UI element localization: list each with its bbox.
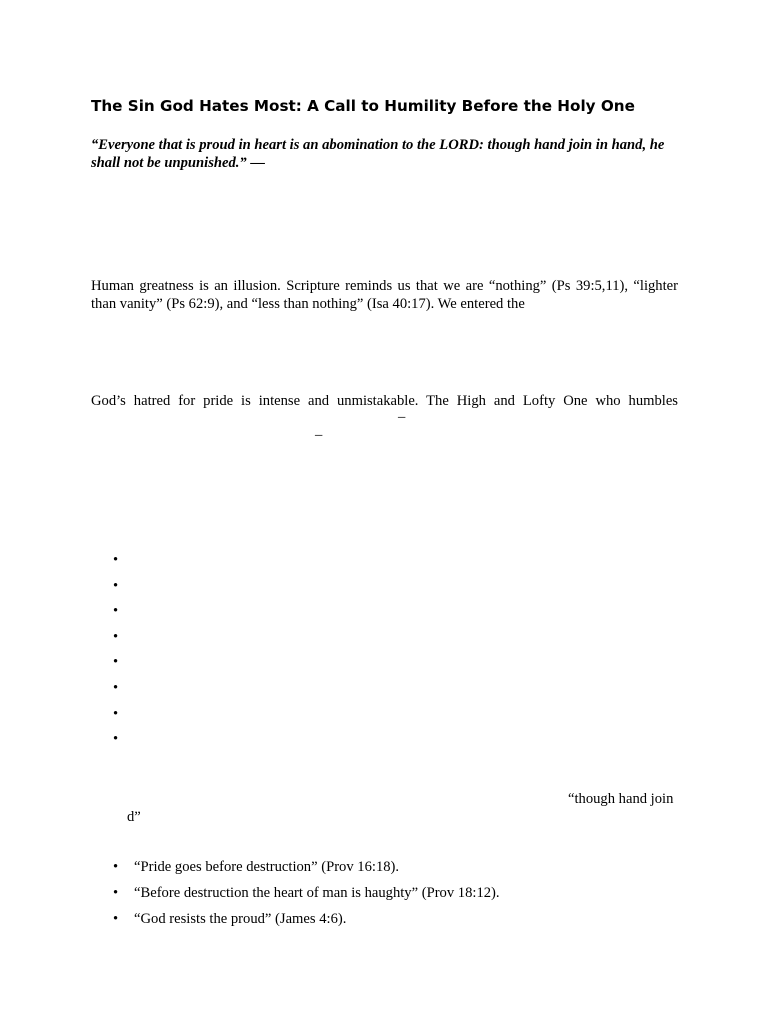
list-item-bullet: • (113, 578, 119, 594)
verse-text: “Before destruction the heart of man is haughty” (Prov 18:12). (134, 885, 500, 901)
list-item (113, 858, 399, 876)
verse-text: “Pride goes before destruction” (Prov 16:18). (134, 859, 400, 875)
list-item (113, 884, 500, 902)
paragraph-human-greatness: Human greatness is an illusion. Scripture reminds us that we are “nothing” (Ps 39:5,11), “lighter than vanity” (Ps 62:9), and “less than nothing” (Isa 40:17). We entered the (91, 278, 678, 312)
dash-mark: – (315, 427, 323, 443)
list-item-bullet: • (113, 731, 119, 747)
text-fragment: d” (127, 809, 141, 825)
list-item-bullet: • (113, 603, 119, 619)
verse-text: “God resists the proud” (James 4:6). (134, 911, 347, 927)
list-item-bullet: • (113, 680, 119, 696)
list-item-bullet: • (113, 629, 119, 645)
bullet-mark: • (113, 859, 119, 875)
list-item-bullet: • (113, 552, 119, 568)
bullet-mark: • (113, 911, 119, 927)
opening-quote: “Everyone that is proud in heart is an abomination to the LORD: though hand join in hand, he shall not be unpunished.” — (91, 137, 665, 171)
text-fragment: “though hand join (568, 791, 674, 807)
document-title: The Sin God Hates Most: A Call to Humility Before the Holy One (91, 97, 635, 115)
dash-mark: – (398, 409, 406, 425)
list-item-bullet: • (113, 706, 119, 722)
paragraph-god-hatred-pride: God’s hatred for pride is intense and unmistakable. The High and Lofty One who humbles (91, 393, 678, 409)
list-item (113, 910, 346, 928)
bullet-mark: • (113, 885, 119, 901)
list-item-bullet: • (113, 654, 119, 670)
